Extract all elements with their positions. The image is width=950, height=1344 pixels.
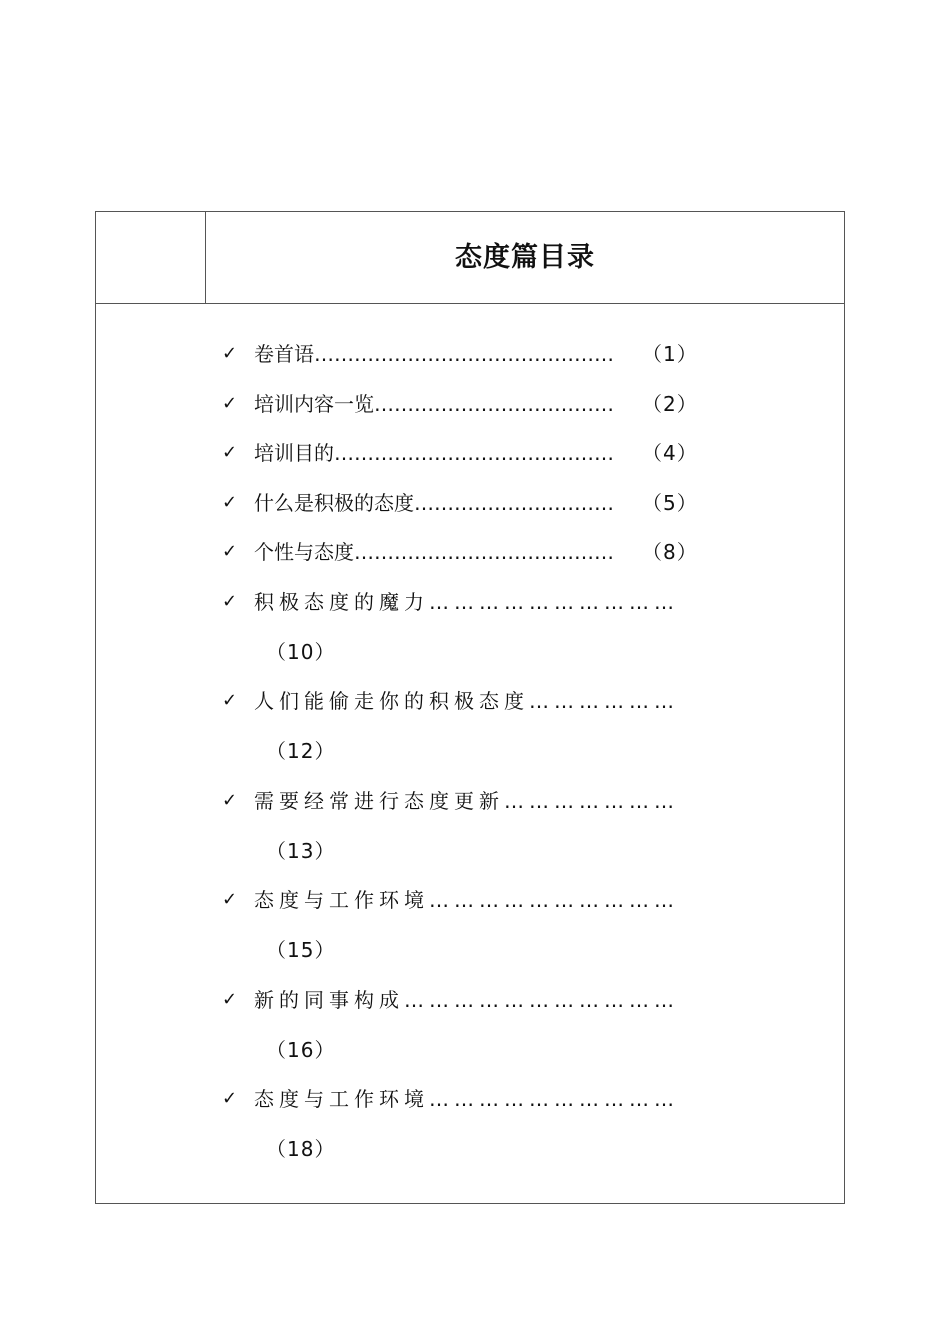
header-left-cell [96,212,206,303]
toc-label: 培训内容一览……………………………… [254,392,614,416]
checkmark-icon: ✓ [222,442,238,463]
toc-page: （15） [266,938,336,962]
checkmark-icon: ✓ [222,393,238,414]
toc-list [96,303,844,1203]
toc-page: （2） [642,392,698,416]
checkmark-icon: ✓ [222,343,238,364]
toc-frame [95,211,845,1204]
checkmark-icon: ✓ [222,541,238,562]
toc-label: 个性与态度………………………………… [254,540,614,564]
toc-label: 培训目的…………………………………… [254,441,614,465]
toc-label: 人们能偷走你的积极态度……………… [254,689,679,713]
checkmark-icon: ✓ [222,889,238,910]
toc-page: （8） [642,540,698,564]
toc-label: 需要经常进行态度更新………………… [254,789,679,813]
toc-page: （1） [642,342,698,366]
toc-page: （16） [266,1038,336,1062]
toc-label: 新的同事构成…………………………… [254,988,679,1012]
checkmark-icon: ✓ [222,690,238,711]
toc-page: （4） [642,441,698,465]
toc-label: 态度与工作环境………………………… [254,1087,679,1111]
checkmark-icon: ✓ [222,591,238,612]
page-title: 态度篇目录 [455,242,595,273]
toc-label: 态度与工作环境………………………… [254,888,679,912]
toc-page: （13） [266,839,336,863]
toc-page: （5） [642,491,698,515]
toc-label: 积极态度的魔力………………………… [254,590,679,614]
toc-page: （10） [266,640,336,664]
toc-label: 卷首语……………………………………… [254,342,614,366]
checkmark-icon: ✓ [222,1088,238,1109]
checkmark-icon: ✓ [222,989,238,1010]
header-row [96,212,844,304]
toc-label: 什么是积极的态度………………………… [254,491,614,515]
toc-page: （18） [266,1137,336,1161]
toc-page: （12） [266,739,336,763]
checkmark-icon: ✓ [222,790,238,811]
checkmark-icon: ✓ [222,492,238,513]
